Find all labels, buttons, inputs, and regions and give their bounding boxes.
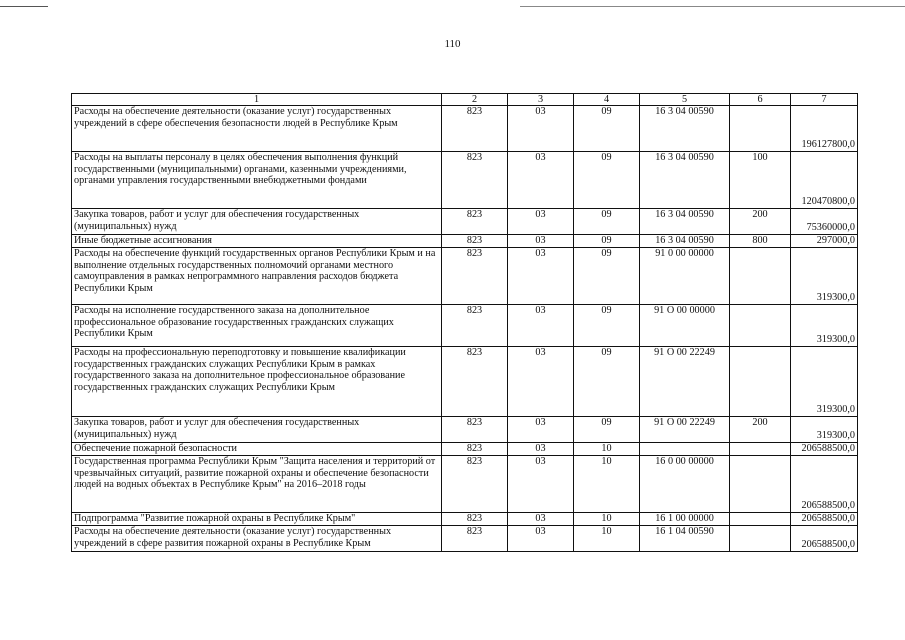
- row-subsection-code: 09: [574, 152, 640, 209]
- row-subsection-code: 09: [574, 106, 640, 152]
- table-row: [72, 443, 858, 456]
- row-target-article: 16 1 00 00000: [640, 513, 730, 526]
- row-subsection-code: 09: [574, 235, 640, 248]
- row-ministry-code: 823: [442, 347, 508, 417]
- row-subsection-code: 10: [574, 443, 640, 456]
- table-row: [72, 526, 858, 552]
- row-ministry-code: 823: [442, 443, 508, 456]
- row-section-code: 03: [508, 456, 574, 513]
- row-description: Расходы на обеспечение деятельности (оказание услуг) государственных учреждений в сфере развития пожарной охраны в Республике Крым: [72, 526, 442, 552]
- table-row: [72, 347, 858, 417]
- row-subsection-code: 09: [574, 417, 640, 443]
- row-amount: 297000,0: [791, 235, 858, 248]
- table-row: [72, 152, 858, 209]
- row-subsection-code: 10: [574, 456, 640, 513]
- header-cell: 6: [730, 94, 791, 106]
- row-target-article: 16 0 00 00000: [640, 456, 730, 513]
- table-header-row: [72, 94, 858, 106]
- row-ministry-code: 823: [442, 513, 508, 526]
- table-row: [72, 305, 858, 347]
- row-section-code: 03: [508, 526, 574, 552]
- row-expense-type: [730, 456, 791, 513]
- row-amount: 319300,0: [791, 305, 858, 347]
- row-target-article: 16 3 04 00590: [640, 209, 730, 235]
- header-cell: 4: [574, 94, 640, 106]
- row-target-article: 16 3 04 00590: [640, 106, 730, 152]
- row-amount: 319300,0: [791, 417, 858, 443]
- row-ministry-code: 823: [442, 235, 508, 248]
- row-section-code: 03: [508, 347, 574, 417]
- row-description: Расходы на исполнение государственного заказа на дополнительное профессиональное образование государственных гражданских служащих Республики Крым: [72, 305, 442, 347]
- row-section-code: 03: [508, 305, 574, 347]
- row-amount: 196127800,0: [791, 106, 858, 152]
- row-ministry-code: 823: [442, 417, 508, 443]
- table-row: [72, 248, 858, 305]
- row-description: Расходы на выплаты персоналу в целях обеспечения выполнения функций государственными (муниципальными) органами, казенными учреждениями, органами управления государственными внебюджетными фондами: [72, 152, 442, 209]
- table-row: [72, 417, 858, 443]
- row-expense-type: [730, 526, 791, 552]
- table-row: [72, 209, 858, 235]
- row-amount: 206588500,0: [791, 526, 858, 552]
- row-section-code: 03: [508, 209, 574, 235]
- header-cell: 2: [442, 94, 508, 106]
- row-ministry-code: 823: [442, 209, 508, 235]
- row-target-article: 16 1 04 00590: [640, 526, 730, 552]
- row-target-article: 91 О 00 22249: [640, 417, 730, 443]
- row-section-code: 03: [508, 443, 574, 456]
- row-section-code: 03: [508, 152, 574, 209]
- table-row: [72, 456, 858, 513]
- row-target-article: 91 О 00 00000: [640, 305, 730, 347]
- row-amount: 206588500,0: [791, 456, 858, 513]
- row-subsection-code: 10: [574, 526, 640, 552]
- row-ministry-code: 823: [442, 106, 508, 152]
- row-expense-type: [730, 513, 791, 526]
- row-description: Обеспечение пожарной безопасности: [72, 443, 442, 456]
- header-cell: 7: [791, 94, 858, 106]
- row-amount: 206588500,0: [791, 443, 858, 456]
- row-amount: 75360000,0: [791, 209, 858, 235]
- table-row: [72, 235, 858, 248]
- row-description: Расходы на обеспечение деятельности (оказание услуг) государственных учреждений в сфере обеспечения безопасности людей в Республике Крым: [72, 106, 442, 152]
- row-amount: 319300,0: [791, 347, 858, 417]
- row-section-code: 03: [508, 106, 574, 152]
- row-subsection-code: 09: [574, 347, 640, 417]
- row-section-code: 03: [508, 235, 574, 248]
- row-expense-type: [730, 248, 791, 305]
- row-ministry-code: 823: [442, 456, 508, 513]
- row-subsection-code: 09: [574, 209, 640, 235]
- header-cell: 5: [640, 94, 730, 106]
- row-expense-type: 800: [730, 235, 791, 248]
- row-expense-type: [730, 347, 791, 417]
- row-section-code: 03: [508, 417, 574, 443]
- row-ministry-code: 823: [442, 152, 508, 209]
- row-ministry-code: 823: [442, 305, 508, 347]
- row-amount: 206588500,0: [791, 513, 858, 526]
- row-expense-type: 100: [730, 152, 791, 209]
- row-expense-type: 200: [730, 209, 791, 235]
- row-description: Расходы на обеспечение функций государственных органов Республики Крым и на выполнение отдельных государственных полномочий органами местного самоуправления в рамках непрограммного направления расходов бюджета Республики Крым: [72, 248, 442, 305]
- row-expense-type: [730, 443, 791, 456]
- budget-table: [71, 93, 858, 552]
- row-subsection-code: 09: [574, 248, 640, 305]
- row-amount: 120470800,0: [791, 152, 858, 209]
- scan-edge-line-left: [0, 6, 48, 7]
- row-description: Подпрограмма "Развитие пожарной охраны в Республике Крым": [72, 513, 442, 526]
- row-expense-type: 200: [730, 417, 791, 443]
- row-section-code: 03: [508, 513, 574, 526]
- row-expense-type: [730, 106, 791, 152]
- row-target-article: 91 О 00 22249: [640, 347, 730, 417]
- row-target-article: 16 3 04 00590: [640, 152, 730, 209]
- row-subsection-code: 09: [574, 305, 640, 347]
- table-row: [72, 106, 858, 152]
- header-cell: 1: [72, 94, 442, 106]
- row-description: Иные бюджетные ассигнования: [72, 235, 442, 248]
- page-number: 110: [444, 38, 461, 50]
- row-amount: 319300,0: [791, 248, 858, 305]
- row-subsection-code: 10: [574, 513, 640, 526]
- row-expense-type: [730, 305, 791, 347]
- scan-edge-line-right: [520, 6, 905, 7]
- row-ministry-code: 823: [442, 526, 508, 552]
- table-row: [72, 513, 858, 526]
- row-description: Закупка товаров, работ и услуг для обеспечения государственных (муниципальных) нужд: [72, 209, 442, 235]
- row-section-code: 03: [508, 248, 574, 305]
- row-description: Расходы на профессиональную переподготовку и повышение квалификации государственных гражданских служащих Республики Крым в рамках государственного заказа на дополнительное профессиональное образование государственных гражданских служащих Республики Крым: [72, 347, 442, 417]
- row-target-article: 91 0 00 00000: [640, 248, 730, 305]
- row-description: Закупка товаров, работ и услуг для обеспечения государственных (муниципальных) нужд: [72, 417, 442, 443]
- row-ministry-code: 823: [442, 248, 508, 305]
- row-target-article: 16 3 04 00590: [640, 235, 730, 248]
- header-cell: 3: [508, 94, 574, 106]
- row-target-article: [640, 443, 730, 456]
- row-description: Государственная программа Республики Крым "Защита населения и территорий от чрезвычайных ситуаций, развитие пожарной охраны и обеспечение безопасности людей на водных объектах в Республике Крым" на 2016–2018 годы: [72, 456, 442, 513]
